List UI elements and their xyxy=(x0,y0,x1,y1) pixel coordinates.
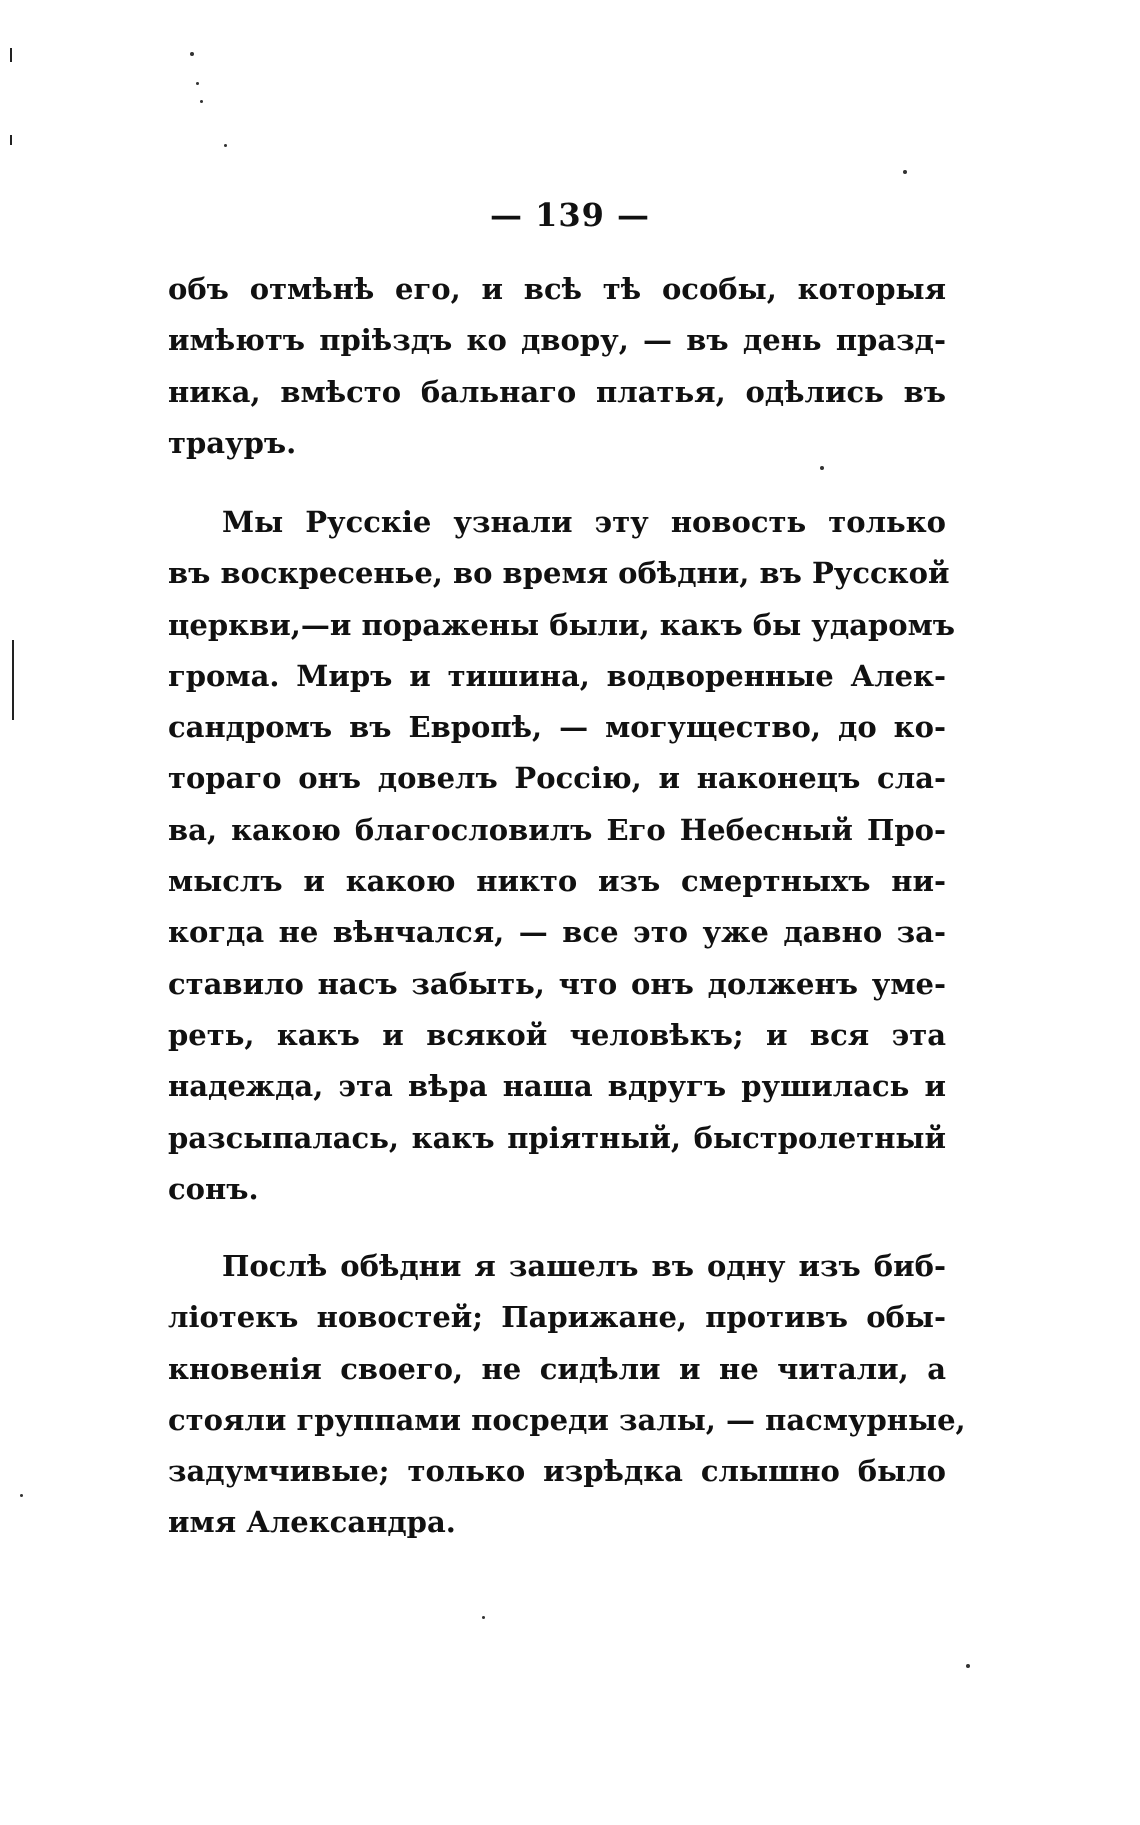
text-line: стояли группами посреди залы, — пасмурные, xyxy=(168,1402,966,1437)
scan-speck xyxy=(20,1494,23,1497)
text-line: ліотекъ новостей; Парижане, противъ обы- xyxy=(168,1300,946,1335)
page-number: — 139 — xyxy=(489,196,651,234)
text-line: тораго онъ довелъ Россію, и наконецъ сла- xyxy=(168,761,946,796)
paragraph xyxy=(168,497,956,1215)
text-line: ва, какою благословилъ Его Небесный Про- xyxy=(168,812,946,847)
scan-speck xyxy=(966,1664,970,1668)
scan-edge-mark xyxy=(10,135,12,145)
text-line: имя Александра. xyxy=(168,1505,456,1540)
text-line: мыслъ и какою никто изъ смертныхъ ни- xyxy=(168,864,946,899)
paragraph xyxy=(168,1241,966,1549)
text-line: ника, вмѣсто бальнаго платья, одѣлись въ xyxy=(168,374,946,409)
text-line: въ воскресенье, во время обѣдни, въ Русской xyxy=(168,556,950,591)
scan-speck xyxy=(224,144,227,147)
text-line: сандромъ въ Европѣ, — могущество, до ко- xyxy=(168,710,946,745)
text-line: имѣютъ пріѣздъ ко двору, — въ день празд- xyxy=(168,323,946,358)
scan-speck xyxy=(196,82,199,85)
text-line: надежда, эта вѣра наша вдругъ рушилась и xyxy=(168,1069,946,1104)
text-line: когда не вѣнчался, — все это уже давно за- xyxy=(168,915,946,950)
scan-speck xyxy=(820,466,824,470)
text-line: задумчивые; только изрѣдка слышно было xyxy=(168,1454,946,1489)
text-line: трауръ. xyxy=(168,425,297,460)
scan-speck xyxy=(482,1616,485,1619)
text-line: кновенія своего, не сидѣли и не читали, а xyxy=(168,1351,946,1386)
text-line: Мы Русскіе узнали эту новость только xyxy=(222,505,946,539)
text-line: сонъ. xyxy=(168,1171,259,1206)
text-line: ставило насъ забыть, что онъ долженъ уме- xyxy=(168,966,946,1001)
scan-edge-mark xyxy=(10,48,12,62)
text-line: разсыпалась, какъ пріятный, быстролетный xyxy=(168,1120,946,1155)
text-line: церкви,—и поражены были, какъ бы ударомъ xyxy=(168,607,956,642)
scan-speck xyxy=(903,170,907,174)
text-line: реть, какъ и всякой человѣкъ; и вся эта xyxy=(168,1017,946,1052)
text-line: грома. Миръ и тишина, водворенные Алек- xyxy=(168,658,946,693)
text-line: Послѣ обѣдни я зашелъ въ одну изъ биб- xyxy=(222,1249,946,1283)
paragraph xyxy=(168,264,946,469)
scan-edge-mark xyxy=(12,640,14,720)
scan-speck xyxy=(200,100,203,103)
scan-speck xyxy=(190,52,194,56)
text-line: объ отмѣнѣ его, и всѣ тѣ особы, которыя xyxy=(168,272,946,306)
